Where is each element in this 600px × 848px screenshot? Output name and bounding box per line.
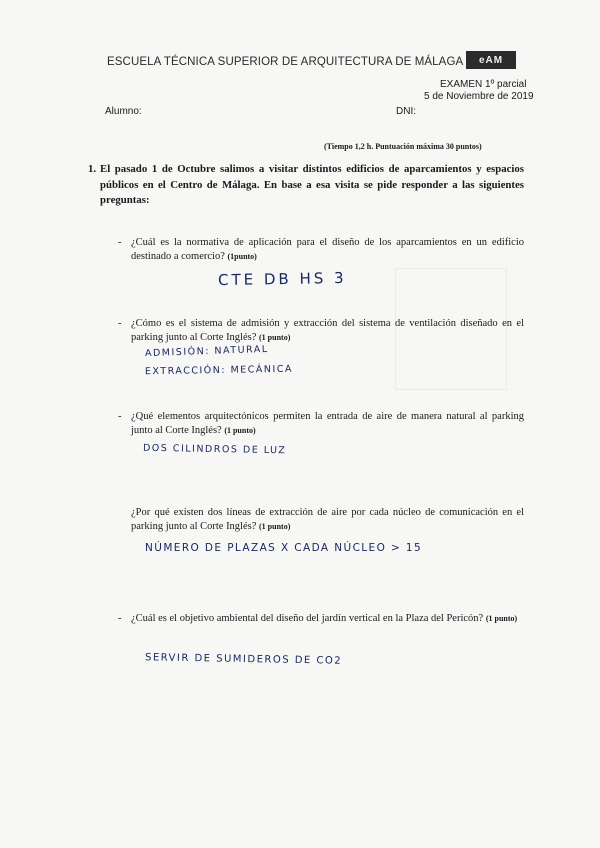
points-badge: (1 punto): [259, 333, 291, 342]
bullet-dash: -: [118, 237, 122, 248]
handwritten-answer: NÚMERO DE PLAZAS X CADA NÚCLEO > 15: [145, 542, 423, 554]
dni-label: DNI:: [396, 106, 416, 117]
subquestion-5: [118, 612, 524, 626]
exam-label: EXAMEN 1º parcial: [440, 79, 527, 90]
school-logo: eAM: [466, 51, 516, 69]
subquestion-3: [118, 410, 524, 438]
subquestion-1: [118, 236, 524, 264]
question-number: 1.: [88, 163, 97, 175]
subquestion-text: ¿Por qué existen dos líneas de extracción de aire por cada núcleo de comunicación en el parking junto al Corte Inglés?: [131, 507, 524, 532]
points-badge: (1punto): [227, 252, 257, 261]
subquestion-text: ¿Cómo es el sistema de admisión y extracción del sistema de ventilación diseñado en el parking junto al Corte Inglés?: [131, 318, 524, 343]
handwritten-answer: DOS CILINDROS DE LUZ: [142, 442, 287, 457]
time-note: (Tiempo 1,2 h. Puntuación máxima 30 puntos): [324, 142, 482, 151]
school-title: ESCUELA TÉCNICA SUPERIOR DE ARQUITECTURA DE MÁLAGA: [107, 56, 464, 68]
points-badge: (1 punto): [259, 522, 291, 531]
bullet-dash: -: [118, 411, 122, 422]
question-1: [88, 162, 524, 209]
subquestion-text: ¿Cuál es la normativa de aplicación para el diseño de los aparcamientos en un edificio destinado a comercio?: [131, 237, 524, 262]
handwritten-answer: SERVIR DE SUMIDEROS DE CO2: [144, 652, 343, 667]
handwritten-answer: ADMISIÓN: NATURAL: [144, 343, 269, 360]
student-name-label: Alumno:: [105, 106, 142, 117]
bullet-dash: -: [118, 318, 122, 329]
handwritten-answer: CTE DB HS 3: [217, 268, 347, 290]
subquestion-4: [118, 506, 524, 534]
bullet-dash: -: [118, 613, 122, 624]
question-text: El pasado 1 de Octubre salimos a visitar distintos edificios de aparcamientos y espacios públicos en el Centro de Málaga. En base a esa visita se pide responder a las siguientes preguntas:: [100, 163, 524, 206]
handwritten-answer: EXTRACCIÓN: MECÁNICA: [144, 363, 294, 378]
subquestion-2: [118, 317, 524, 345]
points-badge: (1 punto): [224, 426, 256, 435]
subquestion-text: ¿Cuál es el objetivo ambiental del diseño del jardín vertical en la Plaza del Pericón?: [131, 613, 484, 624]
points-badge: (1 punto): [485, 614, 518, 623]
exam-date: 5 de Noviembre de 2019: [424, 91, 534, 102]
subquestion-text: ¿Qué elementos arquitectónicos permiten la entrada de aire de manera natural al parking junto al Corte Inglés?: [131, 411, 524, 436]
